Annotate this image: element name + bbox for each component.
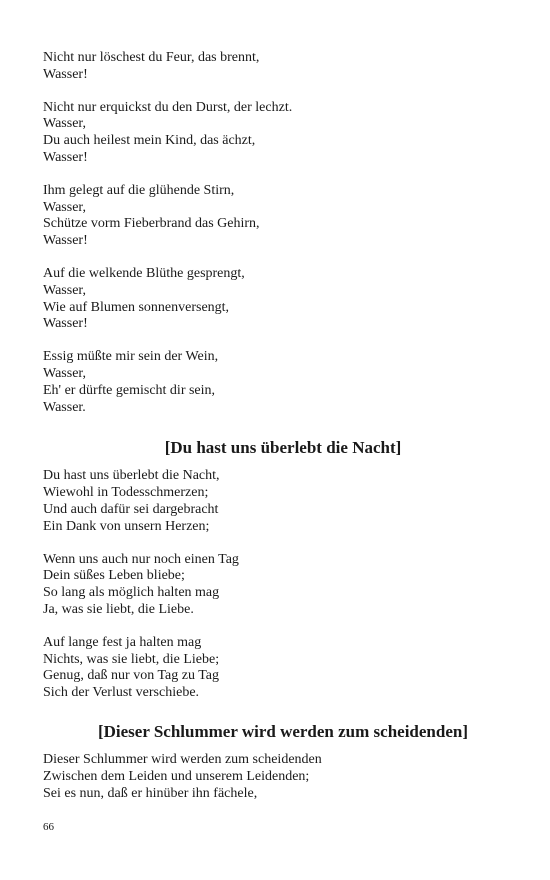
verse-line: Nichts, was sie liebt, die Liebe; [43, 651, 220, 667]
verse-line: Wasser! [43, 316, 88, 332]
verse-line: Auf lange fest ja halten mag [43, 634, 202, 650]
verse-line: Wasser, [43, 199, 87, 215]
verse-line: Auf die welkende Blüthe gesprengt, [43, 265, 245, 281]
verse-line: Wasser, [43, 116, 87, 132]
verse-line: Ein Dank von unsern Herzen; [43, 518, 210, 534]
verse-line: Wasser! [43, 233, 88, 249]
verse-line: Sich der Verlust verschiebe. [43, 685, 200, 701]
stanza [43, 183, 513, 250]
verse-line: Dieser Schlummer wird werden zum scheidenden [43, 751, 322, 767]
stanza [43, 266, 513, 333]
page-number: 66 [43, 821, 54, 833]
book-page [43, 50, 513, 802]
verse-line: Zwischen dem Leiden und unserem Leidenden; [43, 768, 310, 784]
verse-line: Ihm gelegt auf die glühende Stirn, [43, 182, 235, 198]
verse-line: Wasser. [43, 399, 86, 415]
verse-line: Wasser, [43, 282, 87, 298]
stanza [43, 349, 513, 416]
verse-line: Wasser, [43, 365, 87, 381]
poem-title: [Dieser Schlummer wird werden zum scheidenden] [97, 721, 469, 741]
verse-line: Du hast uns überlebt die Nacht, [43, 468, 220, 484]
stanza [43, 50, 513, 84]
verse-line: So lang als möglich halten mag [43, 585, 220, 601]
verse-line: Genug, daß nur von Tag zu Tag [43, 668, 219, 684]
verse-line: Sei es nun, daß er hinüber ihn fächele, [43, 785, 258, 801]
verse-line: Dein süßes Leben bliebe; [43, 568, 185, 584]
verse-line: Wasser! [43, 149, 88, 165]
verse-line: Wenn uns auch nur noch einen Tag [43, 551, 239, 567]
stanza [43, 752, 513, 802]
stanza [43, 468, 513, 535]
poem-dieser-schlummer [43, 722, 513, 802]
verse-line: Du auch heilest mein Kind, das ächzt, [43, 133, 256, 149]
stanza [43, 100, 513, 167]
verse-line: Wie auf Blumen sonnenversengt, [43, 299, 230, 315]
verse-line: Ja, was sie liebt, die Liebe. [43, 601, 194, 617]
verse-line: Nicht nur erquickst du den Durst, der lechzt. [43, 99, 293, 115]
verse-line: Wiewohl in Todesschmerzen; [43, 485, 209, 501]
verse-line: Essig müßte mir sein der Wein, [43, 349, 219, 365]
poem-du-hast-uns [43, 438, 513, 702]
verse-line: Schütze vorm Fieberbrand das Gehirn, [43, 216, 260, 232]
verse-line: Und auch dafür sei dargebracht [43, 501, 219, 517]
poem-title: [Du hast uns überlebt die Nacht] [164, 438, 402, 458]
stanza [43, 635, 513, 702]
stanza [43, 552, 513, 619]
poem-wasser [43, 50, 513, 416]
verse-line: Eh' er dürfte gemischt dir sein, [43, 382, 216, 398]
verse-line: Wasser! [43, 66, 88, 82]
verse-line: Nicht nur löschest du Feur, das brennt, [43, 50, 260, 65]
